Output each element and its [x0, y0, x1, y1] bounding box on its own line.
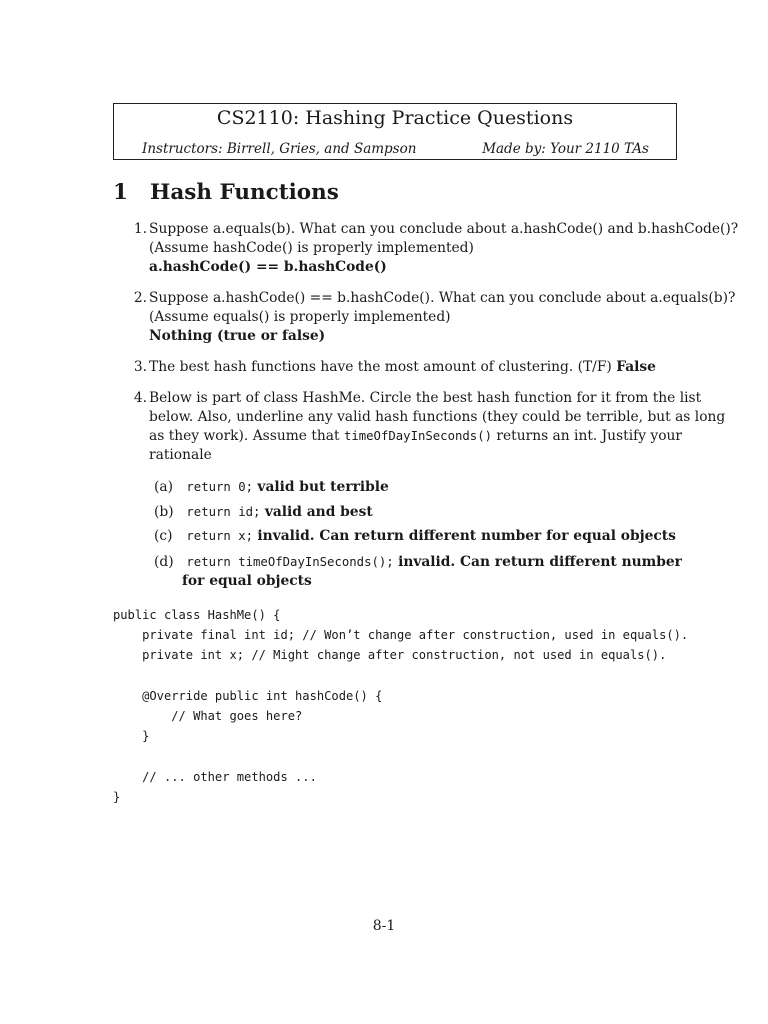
option-a	[154, 478, 389, 497]
code-line: // What goes here?	[113, 708, 303, 723]
question-text-line: Below is part of class HashMe. Circle the best hash function for it from the list	[149, 390, 702, 406]
code-line: // ... other methods ...	[113, 769, 317, 784]
option-code: return 0;	[186, 480, 254, 494]
option-code: return x;	[186, 529, 254, 543]
option-answer: invalid. Can return different number	[398, 554, 682, 570]
option-d	[154, 553, 682, 572]
made-by-text: Made by: Your 2110 TAs	[482, 141, 649, 157]
option-label: (d)	[154, 554, 174, 570]
question-number: 2.	[133, 290, 147, 306]
option-code: return id;	[186, 505, 261, 519]
option-d-answer-continuation: for equal objects	[182, 573, 312, 589]
question-text-line: (Assume hashCode() is properly implemented)	[149, 240, 474, 256]
option-answer: invalid. Can return different number for equal objects	[257, 528, 676, 544]
section-title: Hash Functions	[150, 180, 339, 205]
page-number: 8-1	[372, 918, 396, 934]
code-line: public class HashMe() {	[113, 608, 281, 622]
section-heading	[113, 180, 339, 205]
answer-text: False	[616, 359, 656, 375]
question-text-line: Suppose a.hashCode() == b.hashCode(). What can you conclude about a.equals(b)?	[149, 290, 736, 306]
option-label: (a)	[154, 479, 173, 495]
code-line	[113, 746, 688, 766]
question-text: The best hash functions have the most amount of clustering. (T/F)	[149, 359, 612, 375]
question-4	[123, 389, 726, 465]
code-line: }	[113, 729, 150, 744]
code-line	[113, 666, 688, 686]
document-title: CS2110: Hashing Practice Questions	[216, 107, 574, 129]
option-answer: valid but terrible	[257, 479, 389, 495]
question-text-fragment: as they work). Assume that	[149, 428, 340, 444]
question-1	[123, 220, 739, 277]
section-number: 1	[113, 180, 128, 205]
code-line: private int x; // Might change after construction, not used in equals().	[113, 648, 667, 663]
question-number: 3.	[133, 359, 147, 375]
code-line: @Override public int hashCode() {	[113, 688, 383, 703]
option-c	[154, 527, 676, 546]
question-number: 4.	[133, 390, 147, 406]
question-text-line: rationale	[149, 447, 212, 463]
option-label: (c)	[154, 528, 173, 544]
question-3	[123, 358, 683, 377]
answer-text: a.hashCode() == b.hashCode()	[149, 259, 387, 275]
option-answer: valid and best	[264, 504, 373, 520]
code-line: }	[113, 789, 121, 804]
code-line: private final int id; // Won’t change after construction, used in equals().	[113, 628, 689, 643]
option-b	[154, 503, 373, 522]
code-listing	[113, 605, 688, 807]
question-text-line: Suppose a.equals(b). What can you conclude about a.hashCode() and b.hashCode()?	[149, 221, 739, 237]
question-text-line: (Assume equals() is properly implemented)	[149, 309, 451, 325]
question-2	[123, 289, 736, 346]
inline-code: timeOfDayInSeconds()	[343, 429, 493, 443]
question-text-fragment: returns an int. Justify your	[496, 428, 682, 444]
instructors-text: Instructors: Birrell, Gries, and Sampson	[142, 141, 417, 157]
answer-text: Nothing (true or false)	[149, 328, 326, 344]
question-number: 1.	[133, 221, 147, 237]
question-text-line: below. Also, underline any valid hash functions (they could be terrible, but as long	[149, 409, 726, 425]
option-code: return timeOfDayInSeconds();	[186, 555, 394, 569]
option-label: (b)	[154, 504, 174, 520]
header-box	[113, 103, 677, 160]
